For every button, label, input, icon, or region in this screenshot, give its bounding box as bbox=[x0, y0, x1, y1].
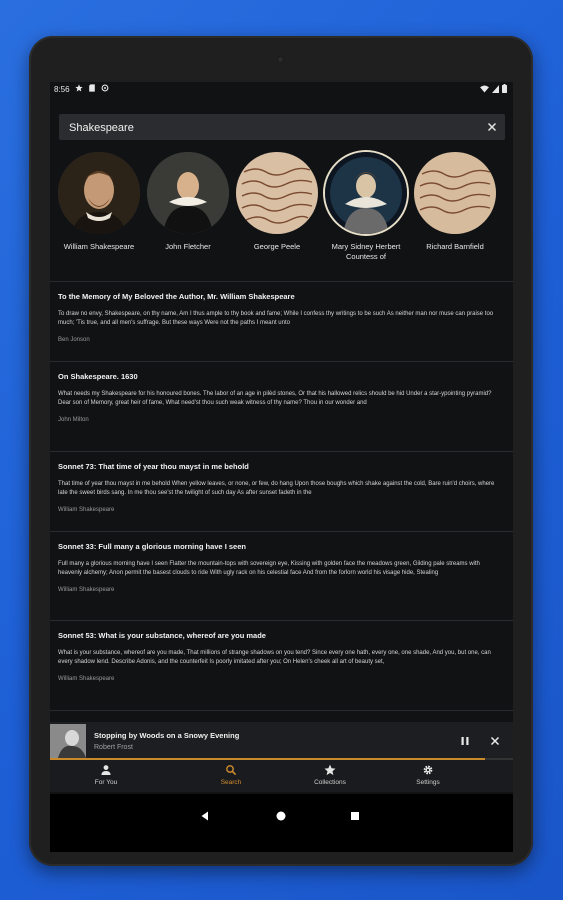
row-divider bbox=[50, 451, 513, 452]
author-results-row bbox=[50, 152, 513, 272]
pause-icon bbox=[458, 734, 472, 748]
player-artist: Robert Frost bbox=[94, 744, 133, 751]
battery-icon bbox=[502, 84, 507, 93]
star-icon bbox=[324, 764, 336, 776]
nav-search[interactable] bbox=[191, 764, 271, 786]
row-divider bbox=[50, 620, 513, 621]
status-system-icons bbox=[480, 84, 507, 93]
poem-list-item[interactable] bbox=[58, 631, 504, 682]
poem-title: Sonnet 73: That time of year thou mayst in me behold bbox=[58, 462, 249, 471]
author-card[interactable] bbox=[232, 152, 322, 252]
front-camera bbox=[277, 56, 284, 63]
author-card[interactable] bbox=[54, 152, 144, 252]
close-icon bbox=[485, 120, 499, 134]
wifi-icon bbox=[480, 85, 489, 93]
search-bar bbox=[59, 114, 505, 140]
row-divider bbox=[50, 361, 513, 362]
app-screen bbox=[50, 82, 513, 852]
recents-icon bbox=[348, 809, 362, 823]
row-divider bbox=[50, 710, 513, 711]
poem-excerpt: What is your substance, whereof are you made, That millions of strange shadows on you tend? Since every one hath, every one, one shade, And you, but one, can every shadow lend. Describe Adonis, and the counterfeit Is poorly imitated after you; On Helen's cheek all art of beauty set, bbox=[58, 650, 491, 665]
poem-excerpt: Full many a glorious morning have I seen Flatter the mountain-tops with sovereign eye, Kissing with golden face the meadows green, Gilding pale streams with heavenly alchemy; Anon permit the basest clouds to ride With ugly rack on his celestial face And from the forlorn world his visage hide, Stealing bbox=[58, 561, 480, 576]
signal-icon bbox=[492, 85, 499, 93]
poem-list-item[interactable] bbox=[58, 372, 504, 423]
nav-label: Settings bbox=[416, 779, 440, 786]
status-bar bbox=[50, 82, 513, 98]
author-name: Richard Barnfield bbox=[426, 242, 484, 251]
tablet-frame bbox=[29, 36, 533, 866]
author-card[interactable] bbox=[143, 152, 233, 252]
poem-excerpt: What needs my Shakespeare for his honoured bones. The labor of an age in pilèd stones, Or that his hallowed relics should be hid Under a star-ypointing pyramid? Dear son of Memory, great heir of fame, What need'st thou such weak witness of thy name? Thou in our wonder and bbox=[58, 391, 492, 406]
poem-title: On Shakespeare. 1630 bbox=[58, 372, 138, 381]
status-time: 8:56 bbox=[54, 85, 70, 94]
home-button[interactable] bbox=[274, 809, 288, 823]
player-artwork bbox=[50, 724, 86, 758]
author-name: William Shakespeare bbox=[63, 242, 135, 251]
author-portrait bbox=[325, 152, 407, 234]
poem-list-item[interactable] bbox=[58, 542, 504, 593]
author-portrait bbox=[236, 152, 318, 234]
author-name: John Fletcher bbox=[165, 242, 211, 251]
poem-author: William Shakespeare bbox=[58, 507, 115, 513]
author-portrait bbox=[58, 152, 140, 234]
author-portrait bbox=[147, 152, 229, 234]
bottom-navigation bbox=[50, 760, 513, 792]
mini-player[interactable] bbox=[50, 722, 513, 760]
status-notification-icons bbox=[75, 84, 109, 92]
poem-list-item[interactable] bbox=[58, 292, 504, 343]
poem-author: Ben Jonson bbox=[58, 337, 90, 343]
nav-label: Search bbox=[220, 779, 242, 786]
recents-button[interactable] bbox=[348, 809, 362, 823]
poem-excerpt: To draw no envy, Shakespeare, on thy name, Am I thus ample to thy book and fame; While I confess thy writings to be such As neither man nor muse can praise too much; 'Tis true, and all men's suffrage. But these ways Were not the paths I meant unto bbox=[58, 311, 494, 326]
nav-label: For You bbox=[94, 779, 118, 786]
sd-card-icon bbox=[88, 84, 96, 92]
person-icon bbox=[100, 764, 112, 776]
close-player-button[interactable] bbox=[488, 734, 502, 748]
author-name: George Peele bbox=[253, 242, 301, 251]
poem-author: John Milton bbox=[58, 417, 89, 423]
search-input[interactable] bbox=[67, 118, 471, 138]
back-icon bbox=[198, 809, 212, 823]
poem-title: Sonnet 33: Full many a glorious morning have I seen bbox=[58, 542, 246, 551]
poem-title: To the Memory of My Beloved the Author, Mr. William Shakespeare bbox=[58, 292, 295, 301]
player-title: Stopping by Woods on a Snowy Evening bbox=[94, 731, 240, 740]
sync-icon bbox=[101, 84, 109, 92]
row-divider bbox=[50, 531, 513, 532]
section-divider bbox=[50, 281, 513, 282]
nav-label: Collections bbox=[314, 779, 346, 786]
nav-for-you[interactable] bbox=[66, 764, 146, 786]
author-portrait bbox=[414, 152, 496, 234]
poem-author: William Shakespeare bbox=[58, 587, 115, 593]
back-button[interactable] bbox=[198, 809, 212, 823]
home-icon bbox=[274, 809, 288, 823]
star-notification-icon bbox=[75, 84, 83, 92]
gear-icon bbox=[422, 764, 434, 776]
author-name: Mary Sidney Herbert Countess of bbox=[331, 242, 401, 261]
nav-settings[interactable] bbox=[388, 764, 468, 786]
search-icon bbox=[225, 764, 237, 776]
poem-excerpt: That time of year thou mayst in me behold When yellow leaves, or none, or few, do hang Upon those boughs which shake against the cold, Bare ruin'd choirs, where late the sweet birds sang. In me thou see'st the twilight of such day As after sunset fadeth in the bbox=[58, 481, 495, 496]
poem-author: William Shakespeare bbox=[58, 676, 115, 682]
pause-button[interactable] bbox=[458, 734, 472, 748]
nav-collections[interactable] bbox=[290, 764, 370, 786]
poem-list-item[interactable] bbox=[58, 462, 504, 513]
system-navigation-bar bbox=[50, 794, 513, 852]
poem-title: Sonnet 53: What is your substance, whereof are you made bbox=[58, 631, 266, 640]
close-icon bbox=[488, 734, 502, 748]
author-card[interactable] bbox=[410, 152, 500, 252]
author-card[interactable] bbox=[321, 152, 411, 262]
clear-search-button[interactable] bbox=[485, 120, 499, 134]
